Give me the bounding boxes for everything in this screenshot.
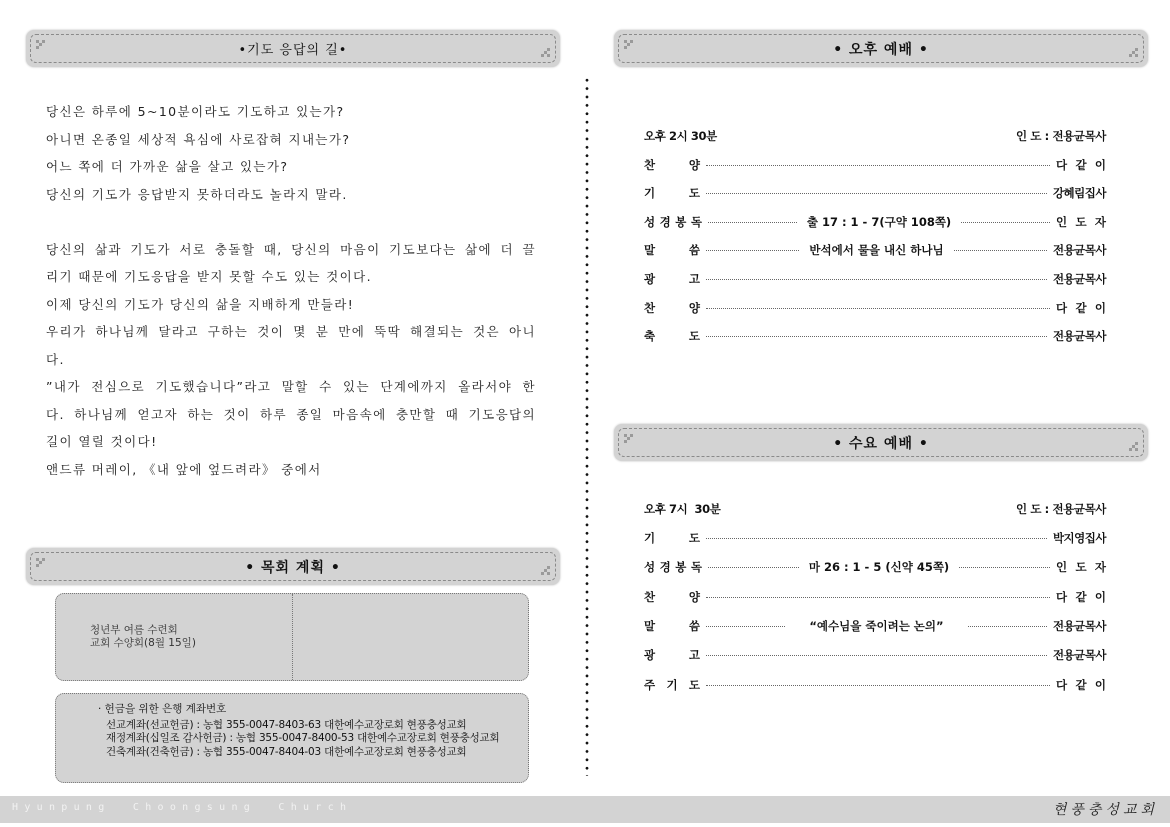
- bank-account-building: 건축계좌(건축헌금) : 농협 355-0047-8404-03 대한예수교장로회 현풍충성교회: [106, 745, 467, 758]
- dot-leader: [706, 685, 1050, 686]
- article-line: 다.: [46, 351, 65, 367]
- article-line: ”내가 전심으로 기도했습니다”라고 말할 수 있는 단계에까지 올라서야 한: [46, 379, 536, 394]
- service-row: 광 고 전용균목사: [644, 648, 1106, 662]
- plan-section-title: • 목회 계획 •: [245, 559, 341, 576]
- column-divider: [585, 76, 589, 776]
- corner-ornament-icon: [541, 48, 550, 57]
- service-row: 기 도 박지영집사: [644, 531, 1106, 545]
- wednesday-service-banner: [614, 424, 1148, 461]
- plan-box: [55, 593, 529, 681]
- dot-leader: [706, 279, 1047, 280]
- service-row: 축 도 전용균목사: [644, 329, 1106, 343]
- dot-leader: [706, 626, 785, 627]
- afternoon-service-banner: [614, 30, 1148, 67]
- plan-cell-empty: [292, 594, 529, 680]
- dot-leader: [708, 567, 799, 568]
- service-row: 말 씀 “예수님을 죽이려는 논의” 전용균목사: [644, 619, 1107, 633]
- article-line: 우리가 하나님께 달라고 구하는 것이 몇 분 만에 뚝딱 해결되는 것은 아니: [46, 324, 536, 339]
- dot-leader: [706, 193, 1047, 194]
- dot-leader: [706, 538, 1047, 539]
- service-time-row: [644, 500, 1106, 518]
- plan-section-banner: [26, 548, 560, 585]
- service-leader: 인 도 : 전용균목사: [1016, 129, 1106, 143]
- article-line: 길이 열릴 것이다!: [46, 434, 158, 449]
- dot-leader: [706, 308, 1050, 309]
- plan-cell: [56, 594, 292, 680]
- service-row: 찬 양 다 같 이: [644, 158, 1106, 172]
- wednesday-service-title: • 수요 예배 •: [833, 435, 929, 452]
- footer-bar: [0, 796, 1170, 823]
- dot-leader: [706, 597, 1050, 598]
- service-row: 기 도 강혜림집사: [644, 186, 1106, 200]
- dot-leader: [959, 567, 1050, 568]
- dot-leader: [961, 222, 1050, 223]
- service-row: 성 경 봉 독 출 17 : 1 - 7(구약 108쪽) 인 도 자: [644, 215, 1106, 229]
- article-line: 아니면 온종일 세상적 욕심에 사로잡혀 지내는가?: [46, 131, 351, 147]
- service-leader: 인 도 : 전용균목사: [1016, 502, 1106, 516]
- plan-item: 교회 수양회(8월 15일): [90, 637, 196, 649]
- article-line: 당신은 하루에 5~10분이라도 기도하고 있는가?: [46, 104, 345, 119]
- plan-item: 청년부 여름 수련회: [90, 624, 178, 636]
- corner-ornament-icon: [1129, 442, 1138, 451]
- article-line: 당신의 삶과 기도가 서로 충돌할 때, 당신의 마음이 기도보다는 삶에 더 끌: [46, 241, 536, 257]
- footer-church-name-english: Hyunpung Choongsung Church: [12, 802, 353, 813]
- service-time: 오후 2시 30분: [644, 129, 717, 143]
- article-line: 이제 당신의 기도가 당신의 삶을 지배하게 만들라!: [46, 296, 355, 312]
- scripture-reference: 출 17 : 1 - 7(구약 108쪽): [806, 215, 952, 229]
- footer-church-name-korean: 현풍충성교회: [1052, 802, 1158, 818]
- corner-ornament-icon: [541, 566, 550, 575]
- bank-account-finance: 재정계좌(십일조 감사헌금) : 농협 355-0047-8400-53 대한예수교장로회 현풍충성교회: [106, 732, 500, 744]
- article-line: 당신의 기도가 응답받지 못하더라도 놀라지 말라.: [46, 186, 348, 202]
- dot-leader: [706, 250, 799, 251]
- paragraph-gap: [46, 208, 536, 236]
- service-row: 성 경 봉 독 마 26 : 1 - 5 (신약 45쪽) 인 도 자: [644, 560, 1106, 574]
- service-time: 오후 7시 30분: [644, 502, 721, 516]
- service-row: 찬 양 다 같 이: [644, 590, 1106, 604]
- prayer-section-banner: [26, 30, 560, 67]
- service-row: 주 기 도 다 같 이: [644, 678, 1106, 692]
- prayer-section-title: •기도 응답의 길•: [238, 43, 348, 58]
- dot-leader: [708, 222, 797, 223]
- corner-ornament-icon: [36, 558, 45, 567]
- corner-ornament-icon: [36, 40, 45, 49]
- corner-ornament-icon: [1129, 48, 1138, 57]
- sermon-title: “예수님을 죽이려는 논의”: [809, 619, 944, 633]
- bank-accounts-box: [55, 693, 529, 783]
- article-source: 앤드류 머레이, 《내 앞에 엎드려라》 중에서: [46, 461, 322, 477]
- bank-heading: · 헌금을 위한 은행 계좌번호: [98, 703, 227, 715]
- service-row: 광 고 전용균목사: [644, 272, 1106, 286]
- service-row: 찬 양 다 같 이: [644, 301, 1106, 315]
- article-line: 리기 때문에 기도응답을 받지 못할 수도 있는 것이다.: [46, 269, 372, 284]
- corner-ornament-icon: [624, 434, 633, 443]
- dot-leader: [968, 626, 1047, 627]
- corner-ornament-icon: [624, 40, 633, 49]
- prayer-article: [46, 98, 536, 483]
- bank-account-mission: 선교계좌(선교헌금) : 농협 355-0047-8403-63 대한예수교장로회 현풍충성교회: [106, 718, 467, 731]
- service-time-row: [644, 127, 1106, 145]
- dot-leader: [706, 655, 1047, 656]
- service-row: 말 씀 반석에서 물을 내신 하나님 전용균목사: [644, 243, 1107, 257]
- afternoon-service-title: • 오후 예배 •: [833, 41, 929, 58]
- dot-leader: [706, 336, 1047, 337]
- scripture-reference: 마 26 : 1 - 5 (신약 45쪽): [808, 560, 950, 574]
- dot-leader: [954, 250, 1047, 251]
- article-line: 어느 쪽에 더 가까운 삶을 살고 있는가?: [46, 159, 289, 174]
- dot-leader: [706, 165, 1050, 166]
- sermon-title: 반석에서 물을 내신 하나님: [809, 243, 944, 257]
- article-line: 다. 하나님께 얻고자 하는 것이 하루 종일 마음속에 충만할 때 기도응답의: [46, 406, 536, 422]
